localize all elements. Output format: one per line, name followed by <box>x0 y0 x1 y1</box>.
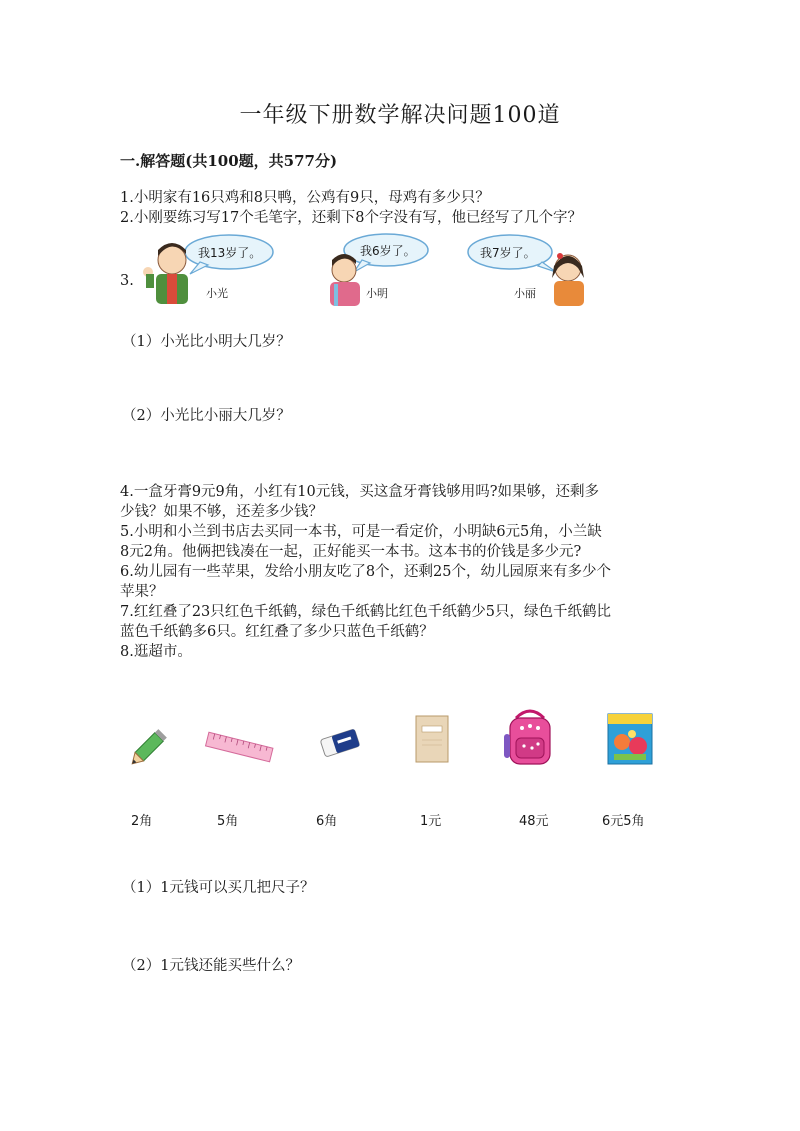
question-8-sub-1: （1）1元钱可以买几把尺子？ <box>122 880 315 896</box>
question-3-number: 3. <box>120 273 134 289</box>
price-backpack: 48元 <box>519 814 549 829</box>
kid-name-xiaoli: 小丽 <box>514 287 536 300</box>
price-eraser: 6角 <box>316 814 338 829</box>
kid-xiaoli <box>464 232 594 307</box>
question-5-line-1: 5.小明和小兰到书店去买同一本书，可是一看定价，小明缺6元5角，小兰缺 <box>120 524 602 540</box>
question-5-line-2: 8元2角。他俩把钱凑在一起，正好能买一本书。这本书的价钱是多少元? <box>120 544 582 560</box>
item-notebook <box>414 714 450 764</box>
kid-name-xiaoguang: 小光 <box>206 287 228 300</box>
question-8-sub-2: （2）1元钱还能买些什么？ <box>122 958 300 974</box>
kid-name-xiaoming: 小明 <box>366 287 388 300</box>
price-book: 6元5角 <box>602 814 645 829</box>
question-3-sub-1: （1）小光比小明大几岁？ <box>122 334 291 350</box>
question-4-line-2: 少钱？如果不够，还差多少钱？ <box>120 504 323 520</box>
item-pencil <box>130 722 174 766</box>
kid-xiaoguang <box>134 232 324 307</box>
notebook-icon <box>414 714 450 764</box>
question-4-line-1: 4.一盒牙膏9元9角，小红有10元钱，买这盒牙膏钱够用吗?如果够，还剩多 <box>120 484 600 500</box>
speech-bubble-xiaoli: 我7岁了。 <box>480 246 536 260</box>
question-7-line-1: 7.红红叠了23只红色千纸鹤，绿色千纸鹤比红色千纸鹤少5只，绿色千纸鹤比 <box>120 604 612 620</box>
price-notebook: 1元 <box>420 814 442 829</box>
question-1: 1.小明家有16只鸡和8只鸭，公鸡有9只，母鸡有多少只？ <box>120 190 490 206</box>
backpack-icon <box>500 704 560 770</box>
question-6-line-1: 6.幼儿园有一些苹果，发给小朋友吃了8个，还剩25个，幼儿园原来有多少个 <box>120 564 612 580</box>
section-heading: 一.解答题(共100题，共577分) <box>120 152 338 170</box>
book-icon <box>606 712 654 766</box>
speech-bubble-xiaoguang: 我13岁了。 <box>198 246 262 260</box>
item-eraser <box>318 726 362 760</box>
price-pencil: 2角 <box>131 814 153 829</box>
question-7-line-2: 蓝色千纸鹤多6只。红红叠了多少只蓝色千纸鹤？ <box>120 624 434 640</box>
pencil-icon <box>130 722 174 766</box>
question-2: 2.小刚要练习写17个毛笔字，还剩下8个字没有写，他已经写了几个字？ <box>120 210 583 226</box>
kid-xiaoming <box>318 232 448 307</box>
question-6-line-2: 苹果？ <box>120 584 164 600</box>
question-8: 8.逛超市。 <box>120 644 192 660</box>
page-title: 一年级下册数学解决问题100道 <box>239 103 561 128</box>
item-backpack <box>500 704 560 770</box>
item-ruler <box>204 728 274 768</box>
question-3-sub-2: （2）小光比小丽大几岁？ <box>122 408 291 424</box>
eraser-icon <box>318 726 362 760</box>
speech-bubble-xiaoming: 我6岁了。 <box>360 244 416 258</box>
ruler-icon <box>204 728 274 768</box>
item-book <box>606 712 654 766</box>
price-ruler: 5角 <box>217 814 239 829</box>
